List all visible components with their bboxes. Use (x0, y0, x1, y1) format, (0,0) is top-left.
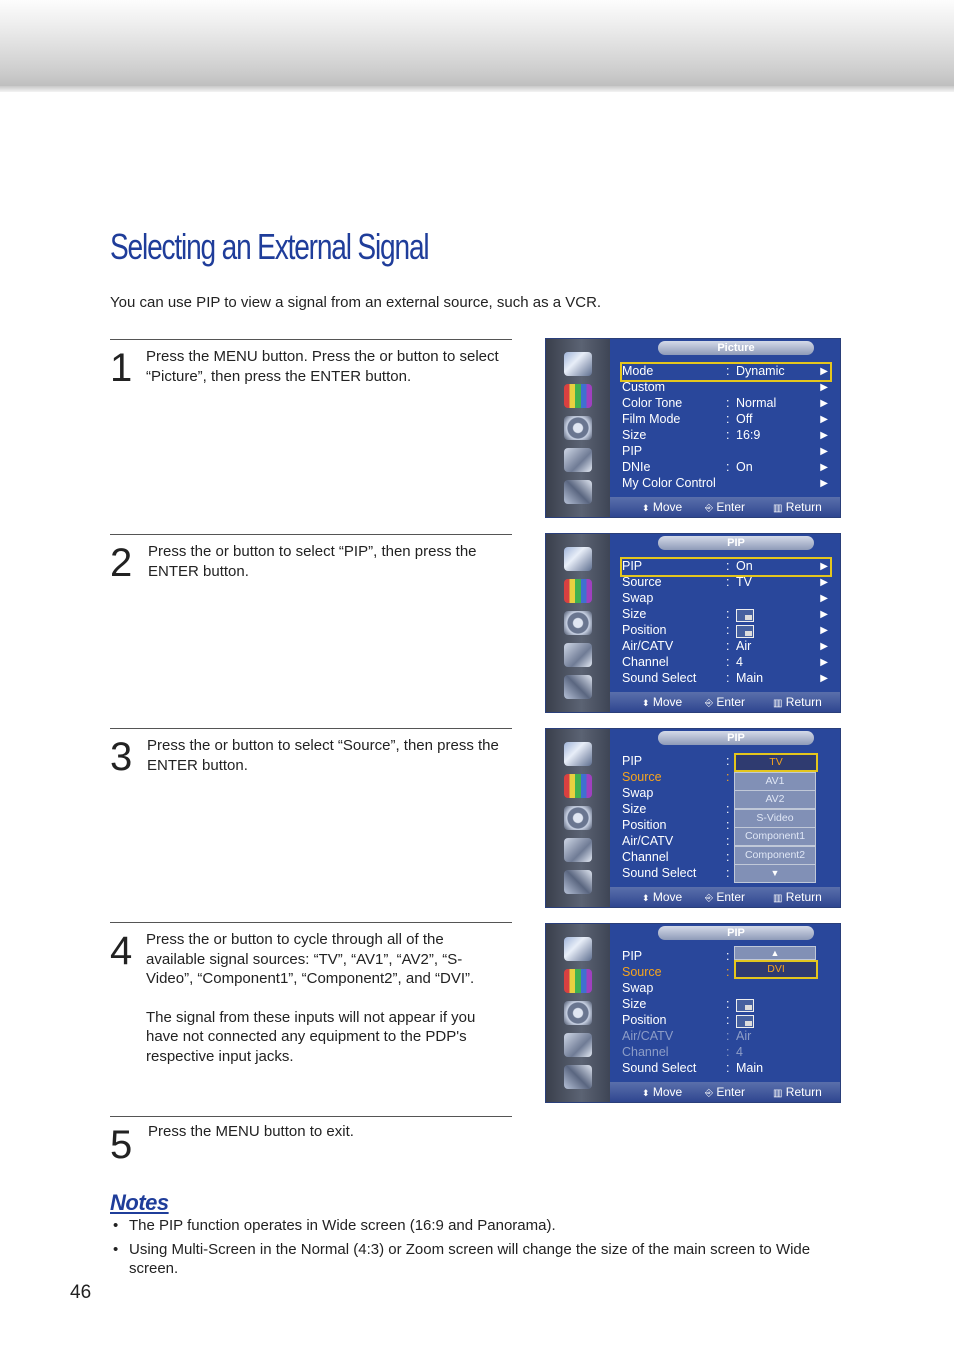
osd-row-label: Position (622, 623, 667, 637)
menu-category-icon (564, 1001, 592, 1025)
osd-row-label: Color Tone (622, 396, 683, 410)
enter-icon: ⎆ (705, 893, 713, 904)
osd-row-label: Film Mode (622, 412, 681, 426)
osd-row-label: My Color Control (622, 476, 716, 490)
osd-row[interactable] (622, 364, 830, 380)
note-item: • Using Multi-Screen in the Normal (4:3) or Zoom screen will change the size of the main screen to Wide screen. (110, 1240, 830, 1279)
step-number: 2 (110, 541, 133, 585)
osd-row[interactable] (622, 412, 830, 428)
menu-category-icon (564, 448, 592, 472)
menu-icon: ▥ (773, 1088, 783, 1099)
enter-hint: ⎆ Enter (705, 500, 746, 514)
osd-row-label: Swap (622, 591, 654, 605)
osd-row-colon: : (726, 364, 730, 378)
enter-hint: ⎆ Enter (705, 695, 746, 709)
osd-footer (610, 887, 840, 907)
updown-icon: ⬍ (642, 893, 650, 903)
arrow-right-icon: ▶ (820, 593, 828, 604)
size-icon (736, 1015, 754, 1028)
osd-row-colon: : (726, 639, 730, 653)
intro-text: You can use PIP to view a signal from an external source, such as a VCR. (110, 294, 602, 311)
enter-icon: ⎆ (705, 1088, 713, 1099)
osd-row-value: Air (736, 1029, 752, 1043)
menu-icon: ▥ (773, 503, 783, 514)
arrow-right-icon: ▶ (820, 382, 828, 393)
osd-row[interactable] (622, 444, 830, 460)
move-hint: ⬍ Move (642, 695, 683, 709)
osd-row[interactable] (622, 476, 830, 492)
osd-row-colon: : (726, 1045, 730, 1059)
osd-row-colon: : (726, 802, 730, 816)
osd-row-colon: : (726, 1029, 730, 1043)
osd-row-label: Channel (622, 1045, 669, 1059)
menu-category-icon (564, 480, 592, 504)
step-text: Press the MENU button. Press the or button to select “Picture”, then press the ENTER button. (146, 348, 499, 385)
osd-row-label: PIP (622, 754, 643, 768)
step-1 (110, 339, 512, 390)
step-2 (110, 534, 512, 585)
osd-row[interactable] (622, 671, 830, 687)
osd-row-value: Air (736, 639, 752, 653)
move-hint: ⬍ Move (642, 890, 683, 904)
arrow-right-icon: ▶ (820, 641, 828, 652)
return-hint: ▥ Return (773, 500, 822, 514)
osd-screen-pip (545, 533, 841, 713)
menu-category-icon (564, 547, 592, 571)
move-hint: ⬍ Move (642, 1085, 683, 1099)
osd-row-colon: : (726, 655, 730, 669)
source-option[interactable]: ▼ (734, 864, 816, 883)
source-option[interactable]: DVI (734, 960, 818, 979)
osd-row-colon: : (726, 1013, 730, 1027)
osd-row[interactable] (622, 575, 830, 591)
return-hint: ▥ Return (773, 890, 822, 904)
osd-row-label: Position (622, 818, 667, 832)
osd-screen-pip-source-list (545, 728, 841, 908)
osd-row-label: Size (622, 607, 647, 621)
osd-row[interactable] (622, 655, 830, 671)
updown-icon: ⬍ (642, 503, 650, 513)
osd-row-colon: : (726, 671, 730, 685)
osd-row[interactable] (622, 1061, 830, 1077)
osd-row-label: Source (622, 965, 662, 979)
osd-header: PIP (658, 731, 814, 745)
menu-icon: ▥ (773, 698, 783, 709)
menu-category-icon (564, 969, 592, 993)
osd-row-label: Custom (622, 380, 666, 394)
menu-category-icon (564, 611, 592, 635)
osd-row-colon: : (726, 623, 730, 637)
osd-row-value: On (736, 460, 753, 474)
source-option[interactable]: ▲ (734, 946, 816, 960)
enter-icon: ⎆ (705, 698, 713, 709)
page-number: 46 (70, 1282, 92, 1303)
osd-row-value: Normal (736, 396, 777, 410)
osd-row-value (736, 997, 754, 1013)
menu-category-icon (564, 937, 592, 961)
osd-row-label: Air/CATV (622, 834, 674, 848)
menu-category-icon (564, 1065, 592, 1089)
step-number: 3 (110, 735, 133, 779)
menu-category-icon (564, 806, 592, 830)
osd-row-label: Position (622, 1013, 667, 1027)
osd-row-label: Channel (622, 850, 669, 864)
enter-icon: ⎆ (705, 503, 713, 514)
osd-row[interactable] (622, 981, 830, 997)
osd-row-colon: : (726, 754, 730, 768)
osd-row-label: Swap (622, 981, 654, 995)
osd-row-colon: : (726, 396, 730, 410)
osd-row-label: Air/CATV (622, 1029, 674, 1043)
osd-screen-picture (545, 338, 841, 518)
osd-sidebar (546, 924, 610, 1102)
osd-row[interactable] (622, 623, 830, 639)
osd-row[interactable] (622, 460, 830, 476)
osd-row-label: Air/CATV (622, 639, 674, 653)
osd-screen-pip-source-dvi (545, 923, 841, 1103)
osd-row-colon: : (726, 412, 730, 426)
size-icon (736, 999, 754, 1012)
osd-row-colon: : (726, 949, 730, 963)
menu-category-icon (564, 416, 592, 440)
osd-row[interactable] (622, 1045, 830, 1061)
osd-row-value: Main (736, 1061, 764, 1075)
step-text: Press the MENU button to exit. (148, 1123, 354, 1140)
step-text: Press the or button to select “Source”, then press the ENTER button. (147, 737, 499, 774)
osd-row-colon: : (726, 834, 730, 848)
step-5 (110, 1116, 512, 1167)
osd-row-colon: : (726, 850, 730, 864)
arrow-right-icon: ▶ (820, 609, 828, 620)
osd-row-colon: : (726, 965, 730, 979)
menu-category-icon (564, 675, 592, 699)
source-option[interactable]: Component2 (734, 846, 816, 865)
osd-row-colon: : (726, 559, 730, 573)
osd-row[interactable] (622, 559, 830, 575)
osd-row[interactable] (622, 428, 830, 444)
arrow-right-icon: ▶ (820, 414, 828, 425)
move-hint: ⬍ Move (642, 500, 683, 514)
osd-row-colon: : (726, 460, 730, 474)
arrow-right-icon: ▶ (820, 366, 828, 377)
source-option[interactable]: TV (734, 753, 818, 772)
page-title: Selecting an External Signal (110, 226, 429, 267)
osd-row[interactable] (622, 639, 830, 655)
osd-row-label: PIP (622, 559, 643, 573)
header-band (0, 0, 954, 92)
arrow-right-icon: ▶ (820, 657, 828, 668)
osd-row-value (736, 1013, 754, 1029)
updown-icon: ⬍ (642, 1088, 650, 1098)
step-text: Press the or button to cycle through all of the available signal sources: “TV”, “AV1”, “AV2”, “S-Video”, “Component1”, “Component2”, and “DVI”. The signal from these inputs will not appear if you have not connected any equipment to the PDP's respective input jacks. (146, 931, 476, 1065)
arrow-right-icon: ▶ (820, 561, 828, 572)
menu-category-icon (564, 579, 592, 603)
osd-row-colon: : (726, 818, 730, 832)
osd-row-label: Source (622, 770, 662, 784)
osd-row-label: Sound Select (622, 671, 697, 685)
osd-row-label: Size (622, 802, 647, 816)
osd-row[interactable] (622, 1013, 830, 1029)
osd-row-label: Sound Select (622, 1061, 697, 1075)
osd-row-label: Channel (622, 655, 669, 669)
osd-footer (610, 692, 840, 712)
return-hint: ▥ Return (773, 1085, 822, 1099)
menu-icon: ▥ (773, 893, 783, 904)
osd-row-colon: : (726, 866, 730, 880)
menu-category-icon (564, 742, 592, 766)
osd-row-value: Dynamic (736, 364, 785, 378)
osd-row-value (736, 623, 754, 639)
osd-row[interactable] (622, 607, 830, 623)
osd-row[interactable] (622, 591, 830, 607)
menu-category-icon (564, 384, 592, 408)
source-option[interactable]: S-Video (734, 809, 816, 828)
menu-category-icon (564, 838, 592, 862)
arrow-right-icon: ▶ (820, 625, 828, 636)
size-icon (736, 625, 754, 638)
osd-footer (610, 1082, 840, 1102)
arrow-right-icon: ▶ (820, 398, 828, 409)
osd-row-colon: : (726, 1061, 730, 1075)
osd-row-value: On (736, 559, 753, 573)
osd-row-colon: : (726, 997, 730, 1011)
osd-header: PIP (658, 536, 814, 550)
osd-row-label: DNIe (622, 460, 651, 474)
arrow-right-icon: ▶ (820, 430, 828, 441)
osd-header: Picture (658, 341, 814, 355)
source-option[interactable]: AV2 (734, 790, 816, 809)
arrow-right-icon: ▶ (820, 446, 828, 457)
step-number: 1 (110, 346, 133, 390)
osd-row-value: 4 (736, 1045, 743, 1059)
osd-row-colon: : (726, 575, 730, 589)
arrow-right-icon: ▶ (820, 577, 828, 588)
osd-row[interactable] (622, 380, 830, 396)
osd-row[interactable] (622, 396, 830, 412)
source-option[interactable]: Component1 (734, 827, 816, 846)
osd-row-label: Source (622, 575, 662, 589)
osd-row-colon: : (726, 428, 730, 442)
osd-row[interactable] (622, 997, 830, 1013)
step-number: 4 (110, 929, 133, 973)
osd-row-label: PIP (622, 949, 643, 963)
osd-sidebar (546, 534, 610, 712)
osd-row-label: Size (622, 428, 647, 442)
osd-footer (610, 497, 840, 517)
source-option[interactable]: AV1 (734, 772, 816, 791)
step-3 (110, 728, 512, 779)
osd-row-label: PIP (622, 444, 643, 458)
arrow-right-icon: ▶ (820, 673, 828, 684)
step-text: Press the or button to select “PIP”, then press the ENTER button. (148, 543, 477, 580)
osd-row-colon: : (726, 770, 730, 784)
menu-category-icon (564, 643, 592, 667)
enter-hint: ⎆ Enter (705, 1085, 746, 1099)
osd-row[interactable] (622, 1029, 830, 1045)
menu-category-icon (564, 774, 592, 798)
size-icon (736, 609, 754, 622)
osd-row-value (736, 607, 754, 623)
osd-row-value: TV (736, 575, 752, 589)
osd-row-value: 16:9 (736, 428, 761, 442)
notes-heading: Notes (110, 1190, 169, 1215)
osd-row-label: Swap (622, 786, 654, 800)
menu-category-icon (564, 352, 592, 376)
arrow-right-icon: ▶ (820, 478, 828, 489)
step-number: 5 (110, 1123, 133, 1167)
osd-row-value: 4 (736, 655, 743, 669)
arrow-right-icon: ▶ (820, 462, 828, 473)
updown-icon: ⬍ (642, 698, 650, 708)
return-hint: ▥ Return (773, 695, 822, 709)
step-4 (110, 922, 512, 1065)
notes-list (110, 1216, 830, 1283)
osd-row-colon: : (726, 607, 730, 621)
osd-sidebar (546, 339, 610, 517)
osd-row-label: Size (622, 997, 647, 1011)
menu-category-icon (564, 1033, 592, 1057)
osd-header: PIP (658, 926, 814, 940)
osd-sidebar (546, 729, 610, 907)
note-item: • The PIP function operates in Wide screen (16:9 and Panorama). (110, 1216, 830, 1236)
menu-category-icon (564, 870, 592, 894)
osd-row-label: Sound Select (622, 866, 697, 880)
osd-row-value: Off (736, 412, 753, 426)
osd-row-value: Main (736, 671, 764, 685)
enter-hint: ⎆ Enter (705, 890, 746, 904)
osd-row-label: Mode (622, 364, 654, 378)
